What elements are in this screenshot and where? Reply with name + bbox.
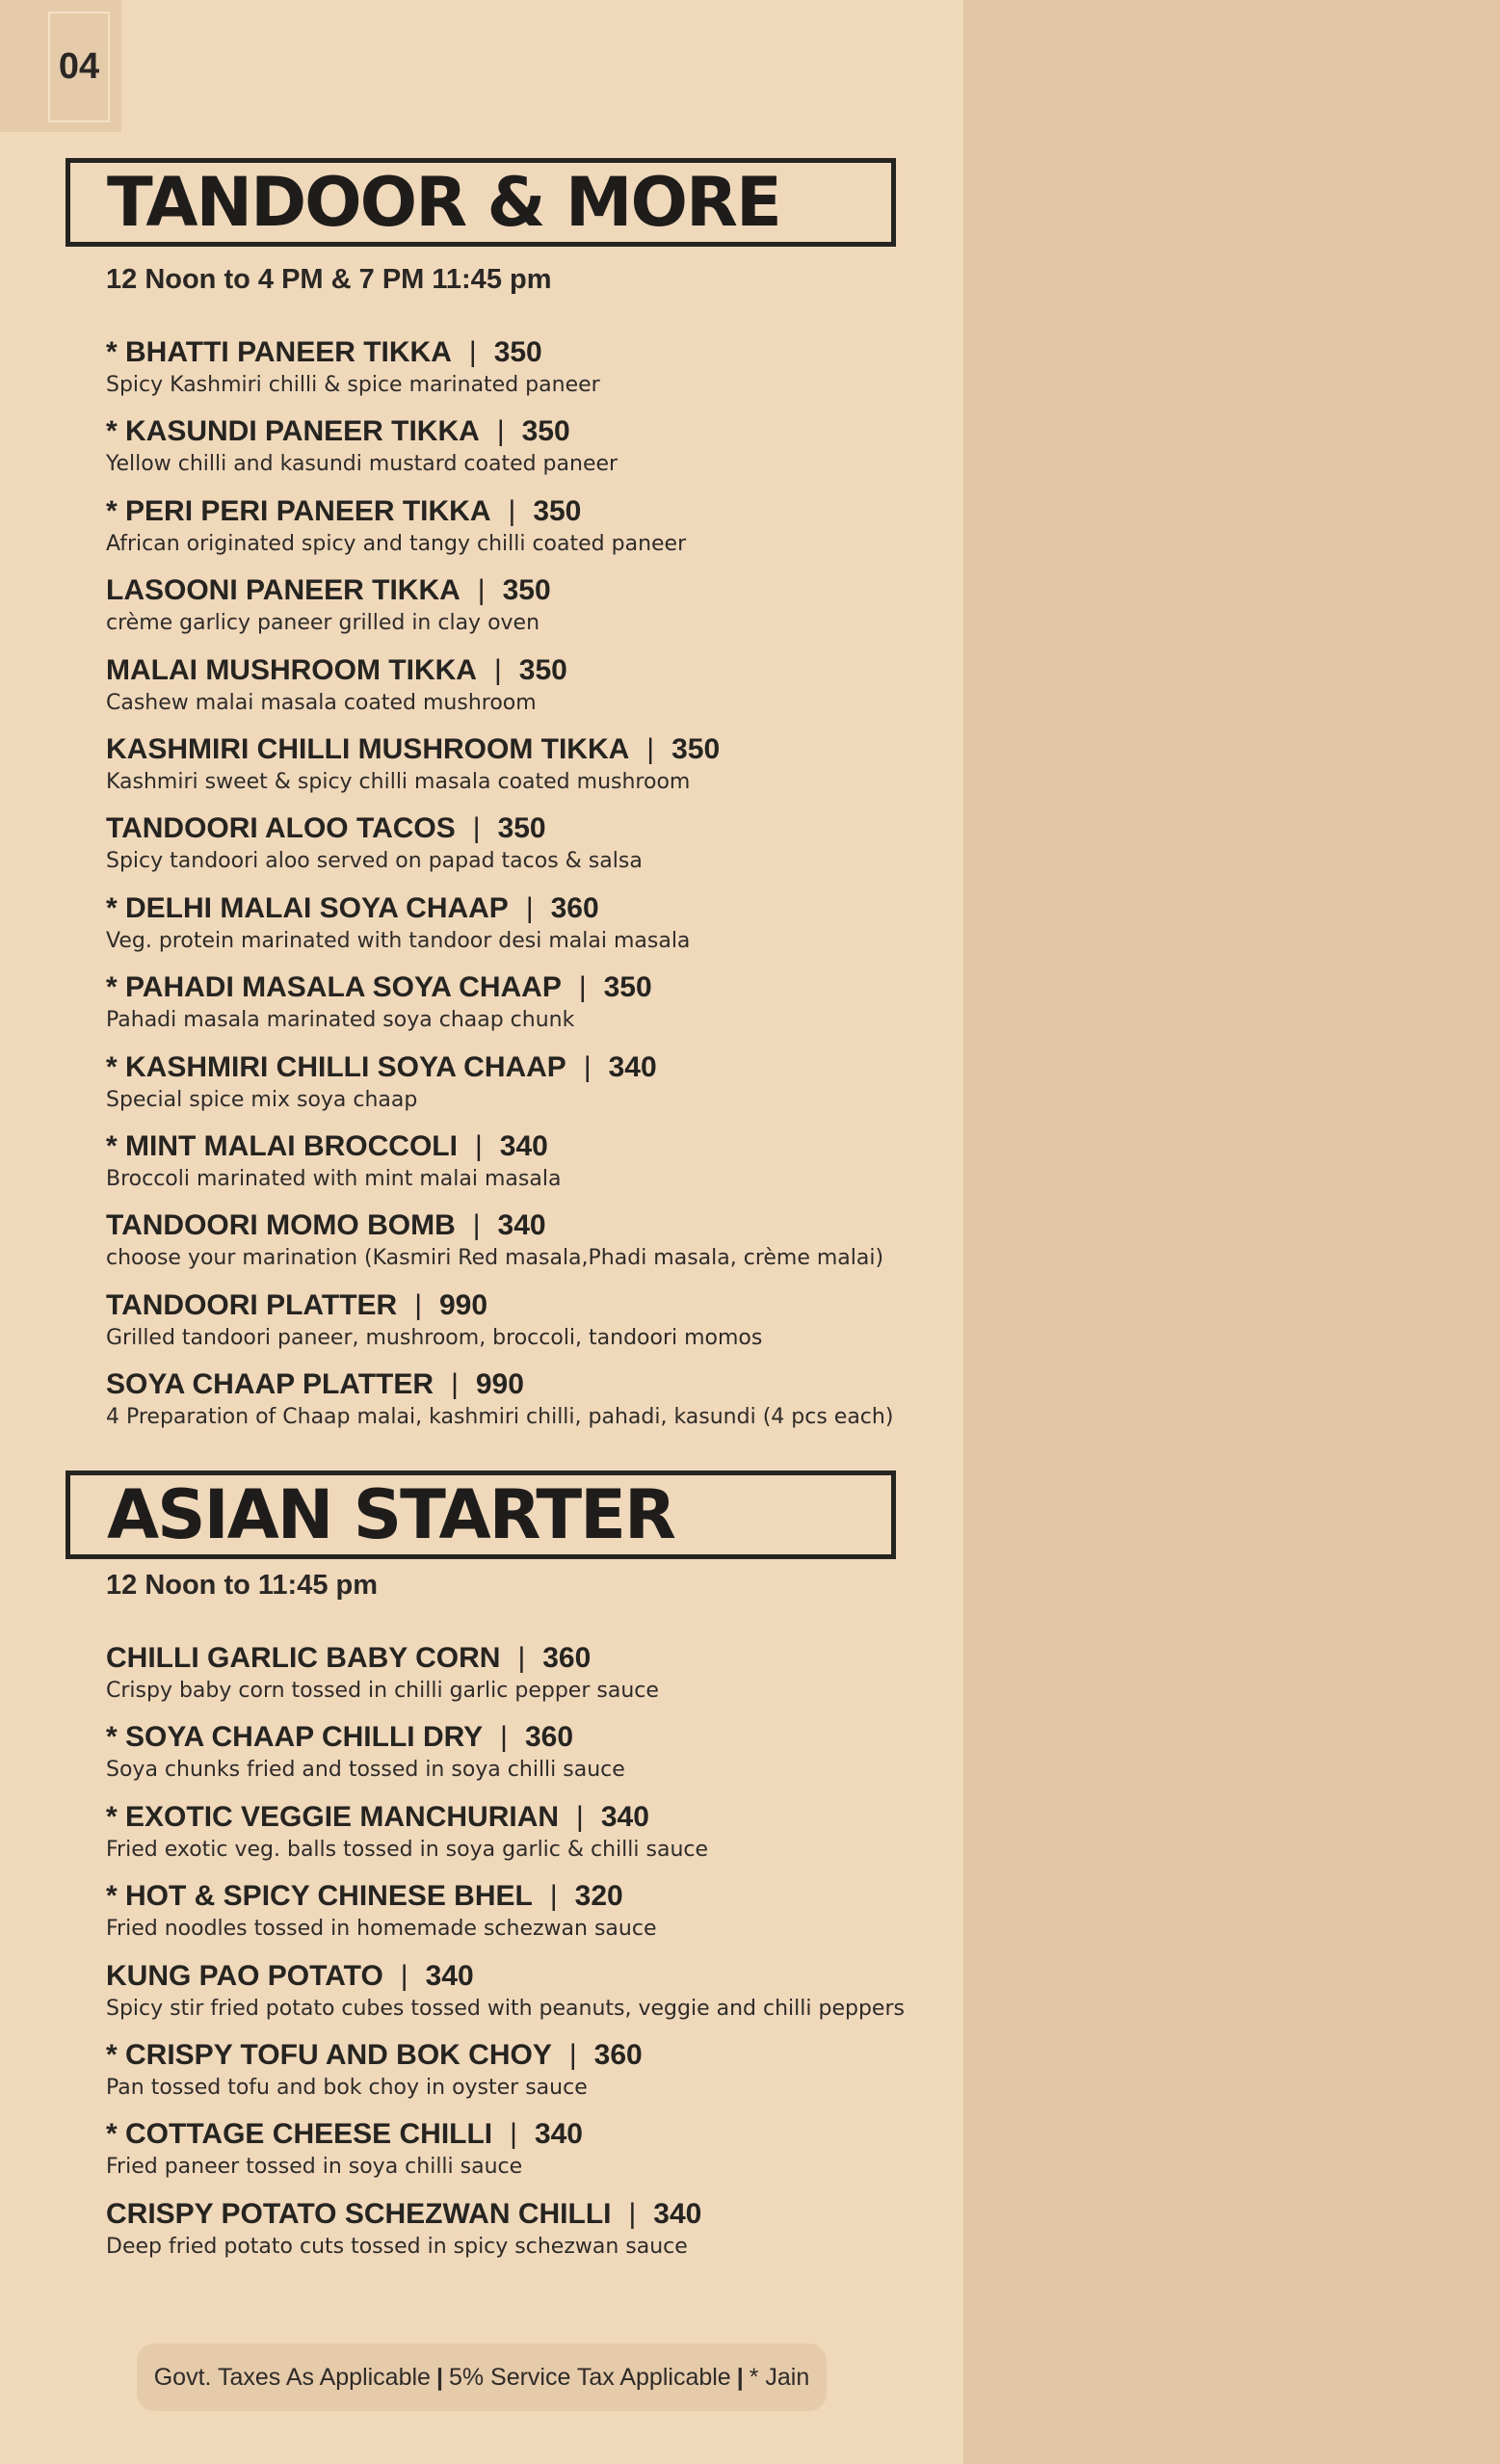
menu-item-name: MALAI MUSHROOM TIKKA (106, 653, 477, 686)
menu-item (106, 891, 690, 955)
menu-item-price: 350 (521, 415, 570, 448)
menu-item-price: 340 (608, 1050, 657, 1083)
menu-item (106, 1288, 762, 1352)
menu-item-name: TANDOORI PLATTER (106, 1288, 398, 1321)
menu-item-heading (106, 1367, 893, 1402)
menu-item-heading (106, 573, 551, 608)
menu-item (106, 573, 551, 637)
menu-item-name: * KASHMIRI CHILLI SOYA CHAAP (106, 1050, 566, 1083)
menu-item-description: Fried noodles tossed in homemade schezwan sauce (106, 1917, 657, 1942)
menu-item (106, 494, 686, 558)
menu-item-name: TANDOORI ALOO TACOS (106, 812, 456, 845)
menu-item-price: 360 (542, 1642, 592, 1674)
price-separator: | (525, 891, 534, 924)
footer-taxes: Govt. Taxes As Applicable (153, 2363, 431, 2391)
menu-item-name: KUNG PAO POTATO (106, 1959, 383, 1992)
footer-service-tax: 5% Service Tax Applicable (448, 2363, 731, 2391)
menu-item-description: Spicy tandoori aloo served on papad tacos & salsa (106, 849, 643, 874)
menu-item-price: 360 (524, 1721, 574, 1754)
menu-item (106, 1959, 905, 2023)
menu-item-description: Cashew malai masala coated mushroom (106, 690, 537, 715)
section-title-tandoor: TANDOOR & MORE (107, 163, 780, 242)
menu-item-description: Soya chunks fried and tossed in soya chilli sauce (106, 1758, 625, 1783)
menu-item-heading (106, 2197, 701, 2232)
menu-item-heading (106, 1129, 561, 1164)
menu-item (106, 1641, 659, 1705)
menu-item-price: 350 (671, 733, 721, 765)
section-title-asian: ASIAN STARTER (107, 1475, 674, 1554)
menu-item-heading (106, 1288, 762, 1323)
menu-item (106, 970, 652, 1034)
section-hours-tandoor: 12 Noon to 4 PM & 7 PM 11:45 pm (106, 264, 552, 295)
price-separator: | (400, 1959, 408, 1992)
menu-item (106, 1879, 656, 1943)
menu-item-heading (106, 970, 652, 1005)
menu-item-description: Fried paneer tossed in soya chilli sauce (106, 2155, 523, 2180)
menu-item-name: KASHMIRI CHILLI MUSHROOM TIKKA (106, 733, 630, 765)
menu-item-description: Deep fried potato cuts tossed in spicy schezwan sauce (106, 2234, 688, 2259)
menu-item-name: SOYA CHAAP PLATTER (106, 1368, 434, 1401)
menu-item-heading (106, 1720, 625, 1755)
price-separator: | (578, 971, 587, 1004)
menu-item-name: CHILLI GARLIC BABY CORN (106, 1642, 501, 1674)
menu-item-price: 340 (497, 1209, 546, 1242)
price-separator: | (510, 2118, 517, 2151)
menu-item (106, 653, 567, 717)
menu-item-heading (106, 494, 686, 529)
menu-item (106, 2038, 643, 2102)
menu-item-price: 350 (493, 336, 542, 368)
menu-item-name: * KASUNDI PANEER TIKKA (106, 415, 480, 448)
price-separator: | (628, 2197, 637, 2230)
menu-item-name: * BHATTI PANEER TIKKA (106, 336, 452, 368)
menu-item (106, 1050, 657, 1114)
menu-item-description: choose your marination (Kasmiri Red masala,Phadi masala, crème malai) (106, 1246, 884, 1271)
menu-item-heading (106, 811, 643, 846)
menu-item-name: TANDOORI MOMO BOMB (106, 1209, 456, 1242)
page-number: 04 (48, 12, 110, 122)
menu-item-price: 990 (475, 1368, 524, 1401)
menu-item (106, 414, 618, 478)
menu-item-heading (106, 653, 567, 688)
section-header-asian (66, 1470, 896, 1559)
menu-item (106, 1720, 625, 1784)
menu-item (106, 1367, 893, 1431)
menu-item (106, 732, 720, 796)
menu-item-heading (106, 1879, 656, 1914)
price-separator: | (496, 415, 505, 448)
menu-item-price: 360 (550, 891, 599, 924)
price-separator: | (474, 1130, 483, 1162)
price-separator: | (517, 1642, 526, 1674)
menu-item (106, 1208, 883, 1272)
menu-item-price: 340 (600, 1800, 649, 1833)
menu-item-description: Spicy stir fried potato cubes tossed with peanuts, veggie and chilli peppers (106, 1996, 905, 2021)
menu-item-price: 340 (499, 1130, 548, 1162)
menu-item-description: African originated spicy and tangy chilli coated paneer (106, 531, 687, 556)
menu-item-description: Spicy Kashmiri chilli & spice marinated paneer (106, 373, 600, 397)
price-separator: | (549, 1880, 558, 1913)
price-separator: | (472, 812, 481, 845)
menu-item-heading (106, 732, 720, 767)
menu-item-heading (106, 2117, 583, 2152)
menu-item-price: 360 (593, 2039, 643, 2071)
price-separator: | (477, 574, 486, 607)
menu-item-name: * PERI PERI PANEER TIKKA (106, 494, 491, 527)
section-header-tandoor (66, 158, 896, 247)
menu-item-description: 4 Preparation of Chaap malai, kashmiri chilli, pahadi, kasundi (4 pcs each) (106, 1405, 894, 1430)
menu-item-heading (106, 1641, 659, 1676)
menu-item-price: 350 (603, 971, 652, 1004)
menu-item-description: Special spice mix soya chaap (106, 1087, 418, 1112)
price-separator: | (583, 1050, 592, 1083)
footer-separator: | (736, 2363, 744, 2391)
menu-item-name: LASOONI PANEER TIKKA (106, 574, 461, 607)
menu-item-price: 350 (497, 812, 546, 845)
footer-note (137, 2344, 827, 2411)
menu-item-heading (106, 891, 690, 926)
menu-item-name: * COTTAGE CHEESE CHILLI (106, 2118, 493, 2151)
footer-jain-note: * Jain (749, 2363, 810, 2391)
menu-item-heading (106, 1800, 708, 1835)
menu-item-name: * PAHADI MASALA SOYA CHAAP (106, 971, 562, 1004)
menu-item (106, 2197, 701, 2261)
menu-item (106, 1800, 708, 1864)
menu-item-name: CRISPY POTATO SCHEZWAN CHILLI (106, 2197, 612, 2230)
menu-item (106, 1129, 561, 1193)
menu-item-name: * DELHI MALAI SOYA CHAAP (106, 891, 509, 924)
menu-item-name: * MINT MALAI BROCCOLI (106, 1130, 458, 1162)
menu-item-heading (106, 1959, 905, 1994)
menu-item-description: Veg. protein marinated with tandoor desi malai masala (106, 928, 691, 953)
right-side-panel (963, 0, 1500, 2464)
menu-item-description: Pahadi masala marinated soya chaap chunk (106, 1008, 575, 1033)
menu-item (106, 811, 643, 875)
menu-item-price: 340 (534, 2118, 583, 2151)
menu-item-description: Fried exotic veg. balls tossed in soya garlic & chilli sauce (106, 1837, 709, 1862)
menu-item-heading (106, 335, 600, 370)
menu-item-description: Kashmiri sweet & spicy chilli masala coated mushroom (106, 770, 691, 794)
menu-item-name: * SOYA CHAAP CHILLI DRY (106, 1721, 484, 1754)
price-separator: | (646, 733, 655, 765)
price-separator: | (414, 1288, 422, 1321)
menu-item-heading (106, 2038, 643, 2073)
page-number-tab (0, 0, 121, 132)
menu-item-price: 350 (518, 653, 567, 686)
menu-item (106, 335, 600, 399)
price-separator: | (493, 653, 502, 686)
menu-item-name: * HOT & SPICY CHINESE BHEL (106, 1880, 533, 1913)
menu-item-name: * EXOTIC VEGGIE MANCHURIAN (106, 1800, 560, 1833)
menu-item-description: Grilled tandoori paneer, mushroom, broccoli, tandoori momos (106, 1325, 763, 1350)
section-hours-asian: 12 Noon to 11:45 pm (106, 1570, 379, 1601)
price-separator: | (451, 1368, 459, 1401)
price-separator: | (472, 1209, 481, 1242)
menu-item-name: * CRISPY TOFU AND BOK CHOY (106, 2039, 552, 2071)
menu-item-description: Crispy baby corn tossed in chilli garlic pepper sauce (106, 1679, 659, 1703)
menu-item-price: 990 (439, 1288, 488, 1321)
price-separator: | (508, 494, 516, 527)
menu-item-price: 350 (533, 494, 582, 527)
menu-item-heading (106, 1208, 883, 1243)
menu-item-price: 350 (502, 574, 551, 607)
menu-item-price: 340 (425, 1959, 474, 1992)
menu-item-heading (106, 414, 618, 449)
menu-item-description: Pan tossed tofu and bok choy in oyster sauce (106, 2076, 588, 2100)
footer-separator: | (435, 2363, 443, 2391)
price-separator: | (568, 2039, 577, 2071)
price-separator: | (468, 336, 477, 368)
menu-item (106, 2117, 583, 2181)
menu-item-description: Yellow chilli and kasundi mustard coated paneer (106, 452, 618, 477)
menu-item-heading (106, 1050, 657, 1085)
price-separator: | (576, 1800, 584, 1833)
menu-item-description: Broccoli marinated with mint malai masala (106, 1167, 562, 1191)
menu-item-price: 340 (653, 2197, 702, 2230)
menu-item-description: crème garlicy paneer grilled in clay oven (106, 611, 540, 636)
price-separator: | (500, 1721, 508, 1754)
menu-item-price: 320 (574, 1880, 623, 1913)
